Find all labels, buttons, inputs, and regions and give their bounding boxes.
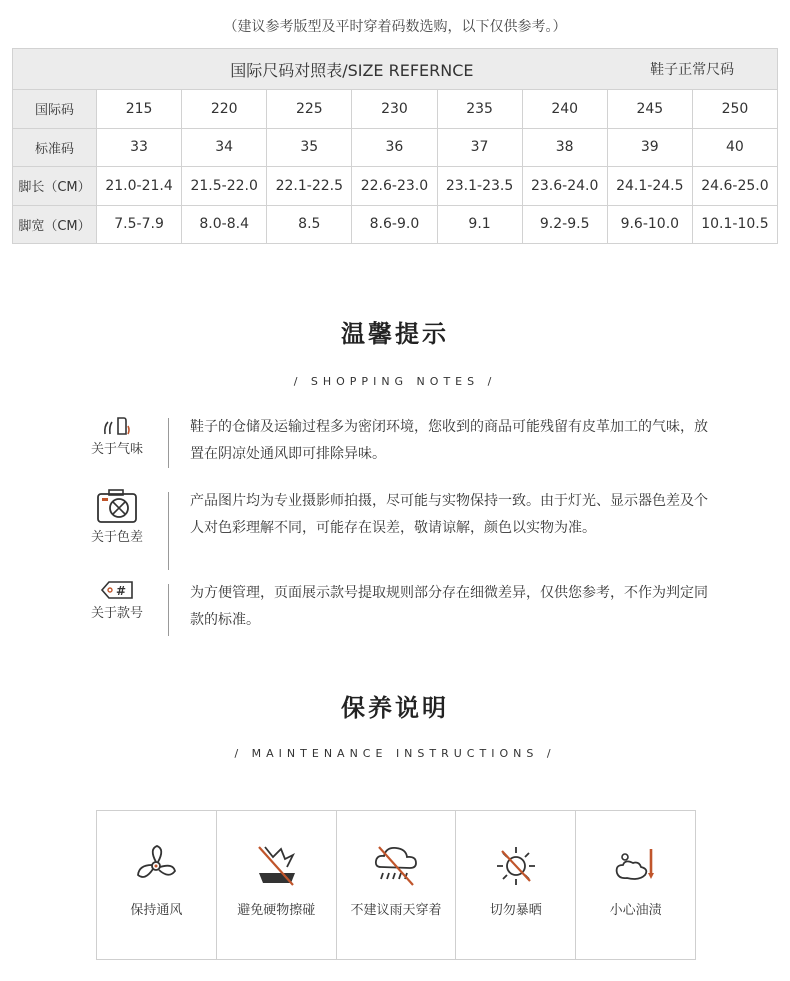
table-header-row — [13, 49, 778, 90]
table-cell: 230 — [352, 90, 437, 129]
table-cell: 24.6-25.0 — [692, 167, 777, 206]
care-item — [576, 811, 695, 959]
table-cell: 21.0-21.4 — [97, 167, 182, 206]
care-item — [337, 811, 457, 959]
note-text: 鞋子的仓储及运输过程多为密闭环境，您收到的商品可能残留有皮革加工的气味，放置在阴凉处通风即可排除异味。 — [190, 419, 708, 462]
care-section-subtitle: / MAINTENANCE INSTRUCTIONS / — [234, 747, 556, 760]
care-item — [217, 811, 337, 959]
table-cell: 23.1-23.5 — [437, 167, 522, 206]
care-label: 不建议雨天穿着 — [350, 903, 442, 918]
table-cell: 37 — [437, 128, 522, 167]
no-rain-icon — [371, 843, 421, 889]
care-label: 切勿暴晒 — [489, 903, 542, 918]
table-cell: 8.6-9.0 — [352, 205, 437, 244]
note-label: 关于色差 — [90, 530, 143, 545]
note-divider — [168, 418, 169, 468]
note-divider — [168, 492, 169, 570]
table-cell: 34 — [182, 128, 267, 167]
notes-section-subtitle: / SHOPPING NOTES / — [293, 375, 497, 388]
table-cell: 33 — [97, 128, 182, 167]
table-cell: 21.5-22.0 — [182, 167, 267, 206]
care-item — [97, 811, 217, 959]
care-label: 保持通风 — [130, 903, 183, 918]
table-cell: 220 — [182, 90, 267, 129]
size-table-title: 国际尺码对照表/SIZE REFERNCE — [97, 49, 608, 90]
table-cell: 225 — [267, 90, 352, 129]
table-cell: 35 — [267, 128, 352, 167]
table-cell: 24.1-24.5 — [607, 167, 692, 206]
oil-stain-icon — [611, 843, 661, 889]
note-item — [80, 414, 720, 470]
care-label: 避免硬物擦碰 — [237, 903, 316, 918]
table-cell: 9.6-10.0 — [607, 205, 692, 244]
note-label: 关于款号 — [90, 606, 143, 621]
table-cell: 23.6-24.0 — [522, 167, 607, 206]
table-cell: 9.2-9.5 — [522, 205, 607, 244]
row-label: 脚长（CM） — [13, 167, 97, 206]
table-cell: 40 — [692, 128, 777, 167]
table-cell: 8.0-8.4 — [182, 205, 267, 244]
note-divider — [168, 584, 169, 636]
smell-icon — [100, 414, 134, 436]
table-cell: 240 — [522, 90, 607, 129]
no-hard-objects-icon — [251, 843, 301, 889]
table-cell: 8.5 — [267, 205, 352, 244]
table-cell: 36 — [352, 128, 437, 167]
note-text: 产品图片均为专业摄影师拍摄，尽可能与实物保持一致。由于灯光、显示器色差及个人对色彩理解不同，可能存在误差，敬请谅解，颜色以实物为准。 — [190, 493, 708, 536]
note-item — [80, 580, 720, 636]
table-cell: 39 — [607, 128, 692, 167]
size-table-subtitle: 鞋子正常尺码 — [607, 49, 777, 90]
no-sun-icon — [491, 843, 541, 889]
care-item — [456, 811, 576, 959]
table-cell: 9.1 — [437, 205, 522, 244]
size-reference-table — [12, 48, 778, 244]
note-label: 关于气味 — [90, 442, 143, 457]
camera-icon — [95, 488, 139, 524]
table-row — [13, 205, 778, 244]
note-text: 为方便管理，页面展示款号提取规则部分存在细微差异，仅供您参考，不作为判定同款的标准。 — [190, 585, 708, 628]
size-advice-note: （建议参考版型及平时穿着码数选购，以下仅供参考。） — [223, 19, 567, 35]
tag-icon — [99, 580, 135, 600]
table-cell: 235 — [437, 90, 522, 129]
table-cell: 22.6-23.0 — [352, 167, 437, 206]
table-row — [13, 90, 778, 129]
table-cell: 38 — [522, 128, 607, 167]
note-item — [80, 488, 720, 570]
notes-section-title: 温馨提示 — [341, 320, 449, 348]
table-cell: 10.1-10.5 — [692, 205, 777, 244]
table-cell: 215 — [97, 90, 182, 129]
row-label: 国际码 — [13, 90, 97, 129]
table-cell: 245 — [607, 90, 692, 129]
table-row — [13, 128, 778, 167]
table-cell: 22.1-22.5 — [267, 167, 352, 206]
fan-icon — [131, 843, 181, 889]
care-instructions-box — [96, 810, 696, 960]
svg-text:#: # — [116, 584, 127, 598]
table-cell: 7.5-7.9 — [97, 205, 182, 244]
row-label: 脚宽（CM） — [13, 205, 97, 244]
table-row — [13, 167, 778, 206]
row-label: 标准码 — [13, 128, 97, 167]
care-section-title: 保养说明 — [341, 694, 449, 722]
care-label: 小心油渍 — [609, 903, 662, 918]
table-cell: 250 — [692, 90, 777, 129]
